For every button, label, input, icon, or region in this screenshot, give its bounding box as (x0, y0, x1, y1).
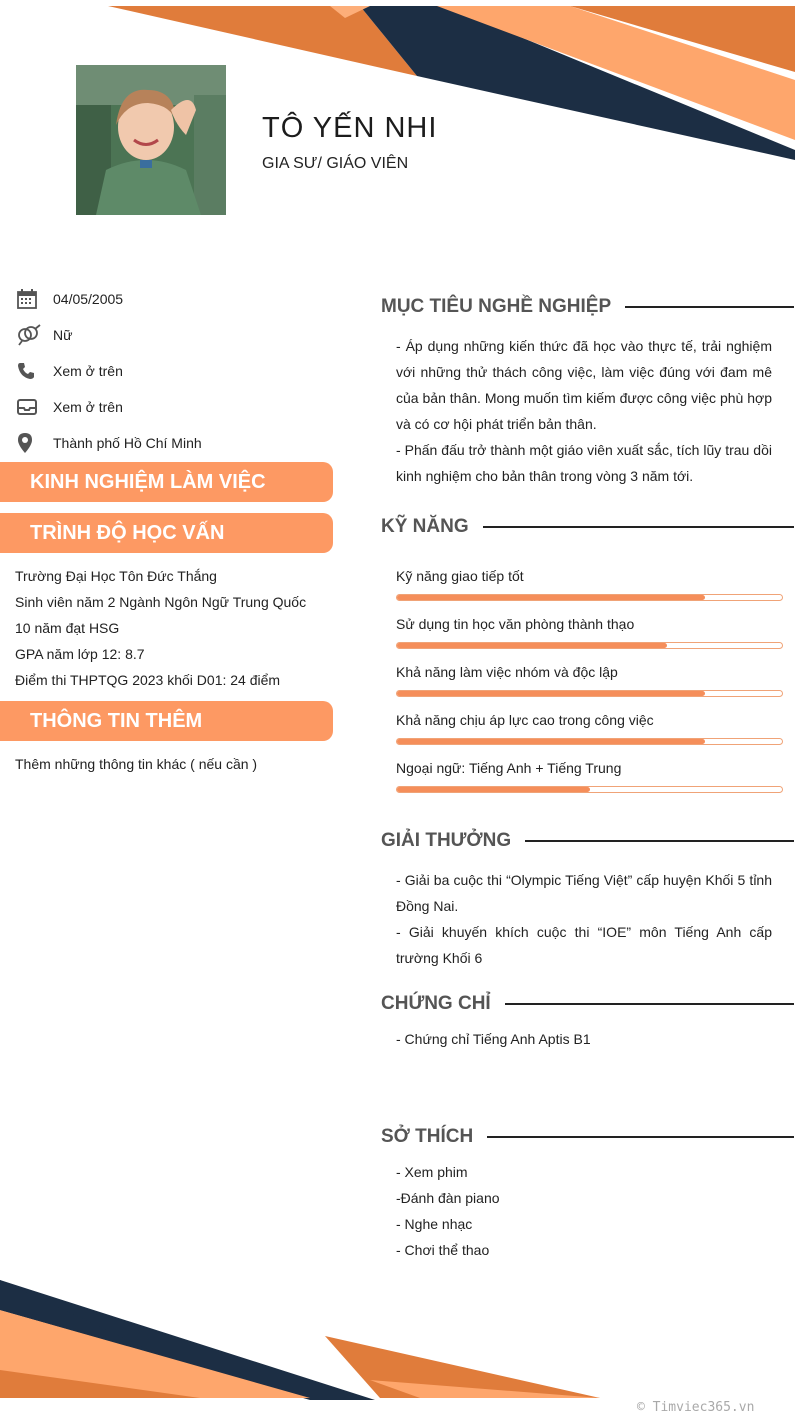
email-icon (16, 395, 53, 419)
skill-bar-fill (397, 691, 705, 696)
phone-icon (16, 359, 53, 383)
awards-text (396, 867, 772, 971)
education-line: 10 năm đạt HSG (15, 620, 120, 636)
objective-line: - Phấn đấu trở thành một giáo viên xuất sắc, tích lũy trau dồi kinh nghiệm cho bản thân trong vòng 3 năm tới. (396, 442, 772, 484)
certificates-text (396, 1026, 772, 1052)
award-line: - Giải ba cuộc thi “Olympic Tiếng Việt” cấp huyện Khối 5 tỉnh Đồng Nai. (396, 872, 772, 914)
skill-bar-fill (397, 739, 705, 744)
email-value: Xem ở trên (53, 399, 123, 415)
divider (483, 526, 794, 528)
skill-label: Sử dụng tin học văn phòng thành thạo (396, 616, 635, 632)
candidate-title: GIA SƯ/ GIÁO VIÊN (262, 155, 409, 172)
hobby-line: - Nghe nhạc (396, 1216, 473, 1232)
contact-gender (16, 317, 336, 353)
hobby-line: - Xem phim (396, 1164, 468, 1180)
skill-label: Kỹ năng giao tiếp tốt (396, 568, 524, 584)
contact-email (16, 389, 336, 425)
skill-bar (396, 738, 783, 745)
additional-heading: THÔNG TIN THÊM (0, 701, 333, 741)
address-value: Thành phố Hồ Chí Minh (53, 435, 202, 451)
education-heading: TRÌNH ĐỘ HỌC VẤN (0, 513, 333, 553)
skill-label: Khả năng chịu áp lực cao trong công việc (396, 712, 654, 728)
hobbies-section-header (381, 1126, 794, 1148)
location-icon (16, 431, 53, 455)
profile-photo (76, 65, 226, 215)
skills-heading: KỸ NĂNG (381, 516, 469, 537)
footer-decoration (0, 1270, 800, 1400)
education-line: Điểm thi THPTQG 2023 khối D01: 24 điểm (15, 672, 281, 688)
hobbies-heading: SỞ THÍCH (381, 1126, 474, 1147)
skill-bar (396, 594, 783, 601)
skill-bar (396, 642, 783, 649)
calendar-icon (16, 287, 53, 311)
contact-list (16, 281, 336, 461)
contact-phone (16, 353, 336, 389)
skills-section-header (381, 516, 794, 538)
education-line: GPA năm lớp 12: 8.7 (15, 646, 145, 662)
skill-bar-fill (397, 643, 667, 648)
divider (505, 1003, 794, 1005)
contact-address (16, 425, 336, 461)
hobby-line: - Chơi thể thao (396, 1242, 490, 1258)
certificate-line: - Chứng chỉ Tiếng Anh Aptis B1 (396, 1031, 591, 1047)
objective-heading: MỤC TIÊU NGHỀ NGHIỆP (381, 296, 612, 317)
divider (625, 306, 794, 308)
watermark: © Timviec365.vn (637, 1400, 755, 1415)
skill-bar (396, 690, 783, 697)
candidate-name: TÔ YẾN NHI (262, 112, 438, 144)
objective-line: - Áp dụng những kiến thức đã học vào thực tế, trải nghiệm với những thử thách công việc, làm việc đúng với đam mê của bản thân. Mong muốn tìm kiếm được công việc phù hợp và có cơ hội phát triển bản thân. (396, 338, 772, 432)
skill-bar-fill (397, 787, 590, 792)
objective-text (396, 333, 772, 489)
education-list (15, 563, 306, 693)
objective-section-header (381, 296, 794, 318)
additional-text: Thêm những thông tin khác ( nếu cần ) (15, 756, 258, 772)
experience-heading: KINH NGHIỆM LÀM VIỆC (0, 462, 333, 502)
awards-section-header (381, 830, 794, 852)
skill-label: Ngoại ngữ: Tiếng Anh + Tiếng Trung (396, 760, 622, 776)
phone-value: Xem ở trên (53, 363, 123, 379)
gender-value: Nữ (53, 327, 73, 343)
skill-bar-fill (397, 595, 705, 600)
contact-birthday (16, 281, 336, 317)
divider (525, 840, 794, 842)
hobbies-text (396, 1159, 772, 1263)
gender-icon (16, 323, 53, 347)
skill-bar (396, 786, 783, 793)
award-line: - Giải khuyến khích cuộc thi “IOE” môn Tiếng Anh cấp trường Khối 6 (396, 924, 772, 966)
certificates-heading: CHỨNG CHỈ (381, 993, 491, 1014)
certificates-section-header (381, 993, 794, 1015)
birthday-value: 04/05/2005 (53, 291, 124, 307)
awards-heading: GIẢI THƯỞNG (381, 830, 512, 851)
divider (487, 1136, 794, 1138)
skill-label: Khả năng làm việc nhóm và độc lập (396, 664, 618, 680)
hobby-line: -Đánh đàn piano (396, 1190, 500, 1206)
education-line: Sinh viên năm 2 Ngành Ngôn Ngữ Trung Quốc (15, 594, 307, 610)
education-line: Trường Đại Học Tôn Đức Thắng (15, 568, 217, 584)
